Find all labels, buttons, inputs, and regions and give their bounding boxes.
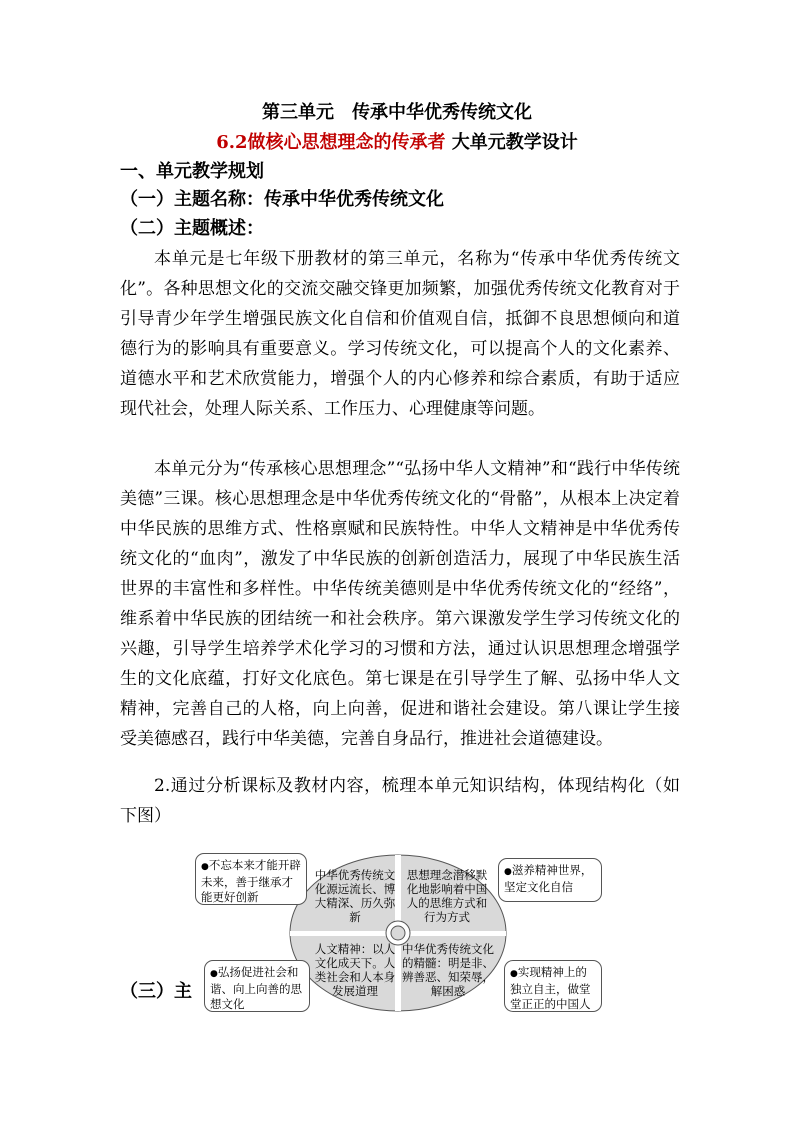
theme-overview-heading: （二）主题概述： <box>120 218 264 239</box>
box-bottom-left: ●弘扬促进社会和谐、向上向善的思想文化 <box>204 960 310 1012</box>
box-top-left-text: 不忘本来才能开辟未来，善于继承才能更好创新 <box>201 858 301 904</box>
box-top-right: ●滋养精神世界，坚定文化自信 <box>498 858 602 902</box>
quadrant-bottom-right-text: 中华优秀传统文化的精髓：明是非、辨善恶、知荣辱，解困惑 <box>402 942 494 998</box>
quadrant-top-left-text: 中华优秀传统文化源远流长、博大精深、历久弥新 <box>314 868 396 924</box>
quadrant-top-right-text: 思想理念潜移默化地影响着中国人的思维方式和行为方式 <box>406 868 488 924</box>
box-bottom-left-text: 弘扬促进社会和谐、向上向善的思想文化 <box>210 965 302 1011</box>
center-ring-inner <box>391 926 405 940</box>
lesson-title <box>0 131 794 155</box>
knowledge-structure-diagram <box>190 838 605 1028</box>
section-heading-partial: （三）主 <box>120 981 192 1002</box>
structure-paragraph: 2.通过分析课标及教材内容，梳理本单元知识结构，体现结构化（如下图） <box>120 776 680 826</box>
theme-name-heading: （一）主题名称：传承中华优秀传统文化 <box>120 189 444 210</box>
section-heading-planning: 一、单元教学规划 <box>120 161 264 182</box>
lesson-title-red: 6.2做核心思想理念的传承者 <box>216 132 446 153</box>
quadrant-bottom-left-text: 人文精神：以人文化成天下。人类社会和人本身发展道理 <box>314 942 396 998</box>
overview-paragraph-2: 本单元分为“传承核心思想理念”“弘扬中华人文精神”和“践行中华传统美德”三课。核心思想理念是中华优秀传统文化的“骨骼”，从根本上决定着中华民族的思维方式、性格禀赋和民族特性。中华人文精神是中华优秀传统文化的“血肉”，激发了中华民族的创新创造活力，展现了中华民族生活世界的丰富性和多样性。中华传统美德则是中华优秀传统文化的“经络”，维系着中华民族的团结统一和社会秩序。第六课激发学生学习传统文化的兴趣，引导学生培养学术化学习的习惯和方法，通过认识思想理念增强学生的文化底蕴，打好文化底色。第七课是在引导学生了解、弘扬中华人文精神，完善自己的人格，向上向善，促进和谐社会建设。第八课让学生接受美德感召，践行中华美德，完善自身品行，推进社会道德建设。 <box>120 459 680 749</box>
lesson-title-suffix: 大单元教学设计 <box>445 132 578 153</box>
box-bottom-right: ●实现精神上的独立自主，做堂堂正正的中国人 <box>504 960 602 1012</box>
unit-title: 第三单元 传承中华优秀传统文化 <box>262 102 532 123</box>
box-top-left: ●不忘本来才能开辟未来，善于继承才能更好创新 <box>195 853 307 905</box>
box-top-right-text: 滋养精神世界，坚定文化自信 <box>504 863 593 894</box>
overview-paragraph-1: 本单元是七年级下册教材的第三单元，名称为“传承中华优秀传统文化”。各种思想文化的交流交融交锋更加频繁，加强优秀传统文化教育对于引导青少年学生增强民族文化自信和价值观自信，抵御不良思想倾向和道德行为的影响具有重要意义。学习传统文化，可以提高个人的文化素养、道德水平和艺术欣赏能力，增强个人的内心修养和综合素质，有助于适应现代社会，处理人际关系、工作压力、心理健康等问题。 <box>120 249 680 419</box>
box-bottom-right-text: 实现精神上的独立自主，做堂堂正正的中国人 <box>510 965 591 1011</box>
